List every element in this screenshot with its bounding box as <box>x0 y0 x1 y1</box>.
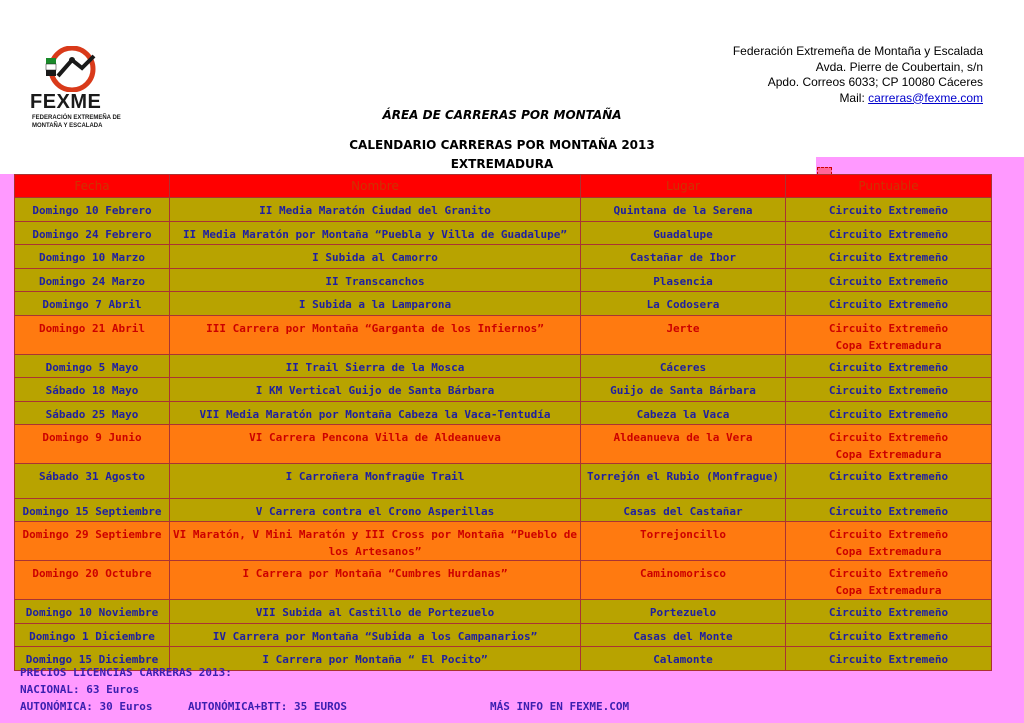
nombre-cell: I Carrera por Montaña “ El Pocito” <box>170 647 581 671</box>
table-row <box>15 292 992 316</box>
puntuable-cell <box>786 498 992 522</box>
table-row <box>15 401 992 425</box>
mas-info-link[interactable]: MÁS INFO EN FEXME.COM <box>490 700 630 713</box>
table-row <box>15 315 992 354</box>
table-row <box>15 354 992 378</box>
area-title: ÁREA DE CARRERAS POR MONTAÑA <box>382 108 622 122</box>
fecha-cell: Domingo 15 Diciembre <box>15 647 170 671</box>
table-row <box>15 600 992 624</box>
puntuable-item: Circuito Extremeño <box>828 567 949 580</box>
lugar-cell: Guadalupe <box>581 221 786 245</box>
table-row <box>15 522 992 561</box>
puntuable-cell <box>786 198 992 222</box>
puntuable-item: Copa Extremadura <box>835 545 942 558</box>
table-row <box>15 464 992 499</box>
mail-label: Mail: <box>839 90 865 105</box>
puntuable-cell <box>786 268 992 292</box>
column-header-lugar: Lugar <box>581 175 786 198</box>
puntuable-item: Circuito Extremeño <box>828 431 949 444</box>
puntuable-cell <box>786 647 992 671</box>
nombre-cell: II Media Maratón Ciudad del Granito <box>170 198 581 222</box>
lugar-cell: Calamonte <box>581 647 786 671</box>
lugar-cell: Guijo de Santa Bárbara <box>581 378 786 402</box>
puntuable-item: Copa Extremadura <box>835 584 942 597</box>
table-row <box>15 425 992 464</box>
lugar-cell: Torrejón el Rubio (Monfrague) <box>581 464 786 499</box>
puntuable-item: Circuito Extremeño <box>828 384 949 397</box>
nombre-cell: VII Subida al Castillo de Portezuelo <box>170 600 581 624</box>
lugar-cell: Portezuelo <box>581 600 786 624</box>
org-po-box: Apdo. Correos 6033; CP 10080 Cáceres <box>767 75 983 89</box>
table-row <box>15 498 992 522</box>
lugar-cell: Cabeza la Vaca <box>581 401 786 425</box>
nombre-cell: IV Carrera por Montaña “Subida a los Campanarios” <box>170 623 581 647</box>
table-row <box>15 221 992 245</box>
nombre-cell: I Carrera por Montaña “Cumbres Hurdanas” <box>170 561 581 600</box>
fecha-cell: Domingo 21 Abril <box>15 315 170 354</box>
nombre-cell: II Media Maratón por Montaña “Puebla y Villa de Guadalupe” <box>170 221 581 245</box>
puntuable-cell <box>786 378 992 402</box>
puntuable-cell <box>786 292 992 316</box>
lugar-cell: Plasencia <box>581 268 786 292</box>
nombre-cell: V Carrera contra el Crono Asperillas <box>170 498 581 522</box>
puntuable-item: Circuito Extremeño <box>828 274 949 288</box>
column-header-puntuable: Puntuable <box>786 175 992 198</box>
puntuable-cell <box>786 221 992 245</box>
puntuable-item: Circuito Extremeño <box>828 407 949 421</box>
puntuable-item: Circuito Extremeño <box>828 298 949 311</box>
calendar-subtitle: EXTREMADURA <box>450 157 554 171</box>
puntuable-item: Circuito Extremeño <box>828 528 949 541</box>
license-prices <box>20 664 629 715</box>
fecha-cell: Domingo 29 Septiembre <box>15 522 170 561</box>
column-header-fecha: Fecha <box>15 175 170 198</box>
fecha-cell: Domingo 15 Septiembre <box>15 498 170 522</box>
fecha-cell: Domingo 24 Marzo <box>15 268 170 292</box>
puntuable-cell <box>786 354 992 378</box>
lugar-cell: Quintana de la Serena <box>581 198 786 222</box>
nombre-cell: I Subida a la Lamparona <box>170 292 581 316</box>
logo-title: FEXME <box>30 91 102 113</box>
fecha-cell: Domingo 9 Junio <box>15 425 170 464</box>
puntuable-item: Circuito Extremeño <box>828 360 949 374</box>
puntuable-cell <box>786 425 992 464</box>
puntuable-cell <box>786 464 992 499</box>
fecha-cell: Sábado 18 Mayo <box>15 378 170 402</box>
org-name: Federación Extremeña de Montaña y Escalada <box>732 44 983 58</box>
lugar-cell: Jerte <box>581 315 786 354</box>
nombre-cell: II Trail Sierra de la Mosca <box>170 354 581 378</box>
puntuable-cell <box>786 623 992 647</box>
table-row <box>15 623 992 647</box>
footer-row <box>20 698 629 715</box>
puntuable-cell <box>786 401 992 425</box>
precio-autonomica-btt: AUTONÓMICA+BTT: 35 EUROS <box>188 700 347 713</box>
fecha-cell: Sábado 31 Agosto <box>15 464 170 499</box>
precio-autonomica: AUTONÓMICA: 30 Euros <box>20 700 153 713</box>
puntuable-cell <box>786 245 992 269</box>
logo-emblem-icon <box>42 46 104 92</box>
lugar-cell: Cáceres <box>581 354 786 378</box>
fecha-cell: Domingo 10 Febrero <box>15 198 170 222</box>
nombre-cell: I KM Vertical Guijo de Santa Bárbara <box>170 378 581 402</box>
table-header-row <box>15 175 992 198</box>
puntuable-cell <box>786 561 992 600</box>
org-contact <box>733 44 983 106</box>
puntuable-item: Circuito Extremeño <box>828 606 949 619</box>
fecha-cell: Domingo 10 Noviembre <box>15 600 170 624</box>
lugar-cell: La Codosera <box>581 292 786 316</box>
puntuable-item: Circuito Extremeño <box>828 321 949 335</box>
fecha-cell: Sábado 25 Mayo <box>15 401 170 425</box>
lugar-cell: Casas del Monte <box>581 623 786 647</box>
org-address: Avda. Pierre de Coubertain, s/n <box>815 59 983 74</box>
nombre-cell: VII Media Maratón por Montaña Cabeza la Vaca-Tentudía <box>170 401 581 425</box>
lugar-cell: Casas del Castañar <box>581 498 786 522</box>
table-row <box>15 378 992 402</box>
column-header-nombre: Nombre <box>170 175 581 198</box>
puntuable-item: Circuito Extremeño <box>828 504 949 518</box>
puntuable-item: Copa Extremadura <box>835 338 942 352</box>
puntuable-item: Circuito Extremeño <box>828 629 949 643</box>
org-mail <box>733 91 983 107</box>
puntuable-cell <box>786 315 992 354</box>
races-table <box>14 174 992 671</box>
lugar-cell: Torrejoncillo <box>581 522 786 561</box>
precio-nacional: NACIONAL: 63 Euros <box>20 683 140 696</box>
puntuable-cell <box>786 600 992 624</box>
lugar-cell: Caminomorisco <box>581 561 786 600</box>
fecha-cell: Domingo 5 Mayo <box>15 354 170 378</box>
licencias-title: PRECIOS LICENCIAS CARRERAS 2013: <box>20 666 232 679</box>
puntuable-item: Circuito Extremeño <box>828 653 949 666</box>
fecha-cell: Domingo 1 Diciembre <box>15 623 170 647</box>
fecha-cell: Domingo 7 Abril <box>15 292 170 316</box>
puntuable-item: Circuito Extremeño <box>828 227 949 241</box>
calendar-title: CALENDARIO CARRERAS POR MONTAÑA 2013 <box>349 138 655 152</box>
table-row <box>15 245 992 269</box>
mail-link[interactable]: carreras@fexme.com <box>868 90 983 105</box>
nombre-cell: VI Carrera Pencona Villa de Aldeanueva <box>170 425 581 464</box>
logo-subtitle: FEDERACIÓN EXTREMEÑA DE MONTAÑA Y ESCALADA <box>32 115 121 129</box>
puntuable-item: Copa Extremadura <box>835 448 942 461</box>
puntuable-item: Circuito Extremeño <box>828 470 949 483</box>
puntuable-item: Circuito Extremeño <box>828 204 949 217</box>
fecha-cell: Domingo 10 Marzo <box>15 245 170 269</box>
fecha-cell: Domingo 24 Febrero <box>15 221 170 245</box>
nombre-cell: II Transcanchos <box>170 268 581 292</box>
table-row <box>15 198 992 222</box>
nombre-cell: I Carroñera Monfragüe Trail <box>170 464 581 499</box>
puntuable-cell <box>786 522 992 561</box>
fecha-cell: Domingo 20 Octubre <box>15 561 170 600</box>
nombre-cell: I Subida al Camorro <box>170 245 581 269</box>
table-row <box>15 561 992 600</box>
nombre-cell: III Carrera por Montaña “Garganta de los Infiernos” <box>170 315 581 354</box>
nombre-cell: VI Maratón, V Mini Maratón y III Cross por Montaña “Pueblo de los Artesanos” <box>170 522 581 561</box>
table-row <box>15 268 992 292</box>
puntuable-item: Circuito Extremeño <box>828 251 949 264</box>
lugar-cell: Castañar de Ibor <box>581 245 786 269</box>
lugar-cell: Aldeanueva de la Vera <box>581 425 786 464</box>
